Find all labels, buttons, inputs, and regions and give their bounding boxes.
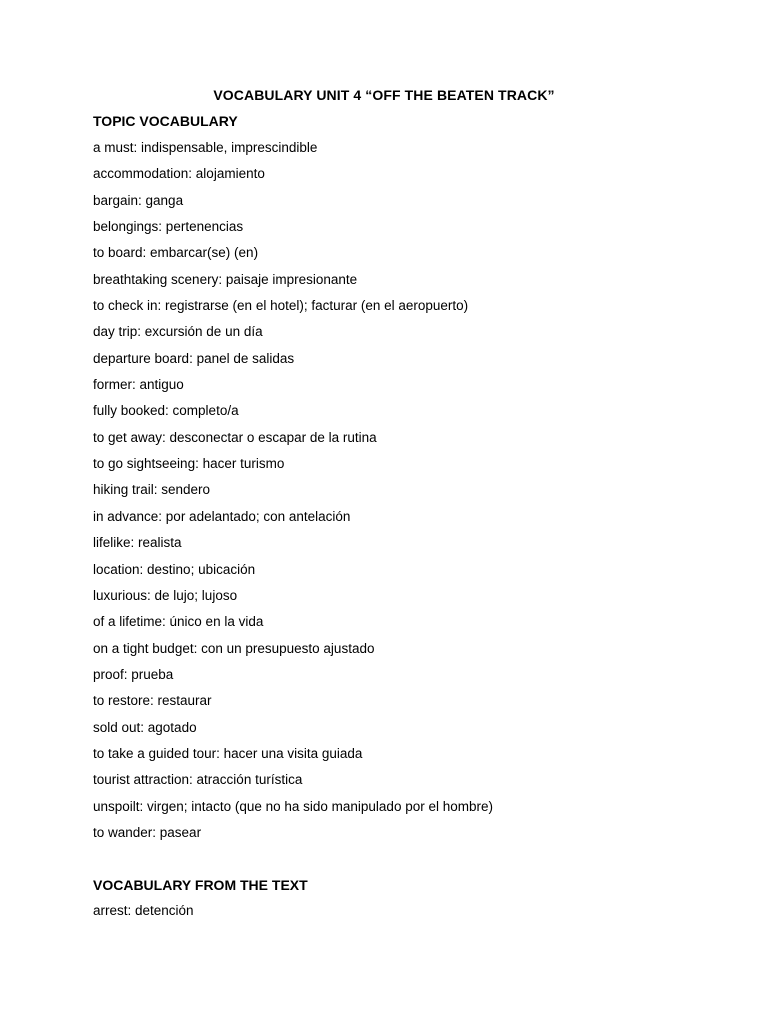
vocab-item: on a tight budget: con un presupuesto ajustado <box>93 640 375 656</box>
vocab-item: to get away: desconectar o escapar de la rutina <box>93 429 377 445</box>
vocab-item: former: antiguo <box>93 377 184 393</box>
vocab-item: in advance: por adelantado; con antelación <box>93 508 351 524</box>
vocab-item: to board: embarcar(se) (en) <box>93 245 259 261</box>
vocab-item: lifelike: realista <box>93 535 182 551</box>
section-heading-vocabulary-from-text: VOCABULARY FROM THE TEXT <box>93 877 308 893</box>
vocab-item: fully booked: completo/a <box>93 403 239 419</box>
vocab-item: tourist attraction: atracción turística <box>93 772 303 788</box>
vocab-item: sold out: agotado <box>93 719 197 735</box>
vocab-item: departure board: panel de salidas <box>93 350 295 366</box>
vocab-item: to take a guided tour: hacer una visita guiada <box>93 745 363 761</box>
vocab-item: unspoilt: virgen; intacto (que no ha sido manipulado por el hombre) <box>93 798 493 814</box>
vocab-item: belongings: pertenencias <box>93 219 244 235</box>
vocab-item: a must: indispensable, imprescindible <box>93 140 318 155</box>
vocab-item: proof: prueba <box>93 666 174 682</box>
document-title: VOCABULARY UNIT 4 “OFF THE BEATEN TRACK” <box>213 87 555 103</box>
vocab-item: to go sightseeing: hacer turismo <box>93 456 285 472</box>
vocab-item: location: destino; ubicación <box>93 561 256 577</box>
vocab-item: luxurious: de lujo; lujoso <box>93 587 238 603</box>
vocab-item: hiking trail: sendero <box>93 482 211 498</box>
vocab-item: arrest: detención <box>93 903 194 918</box>
vocab-item: day trip: excursión de un día <box>93 324 263 340</box>
vocab-item: accommodation: alojamiento <box>93 166 265 182</box>
vocab-item: to restore: restaurar <box>93 693 212 709</box>
vocab-item: bargain: ganga <box>93 192 184 208</box>
vocab-item: to check in: registrarse (en el hotel); facturar (en el aeropuerto) <box>93 298 469 314</box>
vocab-item: to wander: pasear <box>93 824 202 840</box>
vocab-item: breathtaking scenery: paisaje impresionante <box>93 271 358 287</box>
topic-vocabulary-list <box>93 139 493 850</box>
section-heading-topic-vocabulary: TOPIC VOCABULARY <box>93 113 238 129</box>
text-vocabulary-list <box>93 902 194 928</box>
vocab-item: of a lifetime: único en la vida <box>93 614 264 630</box>
